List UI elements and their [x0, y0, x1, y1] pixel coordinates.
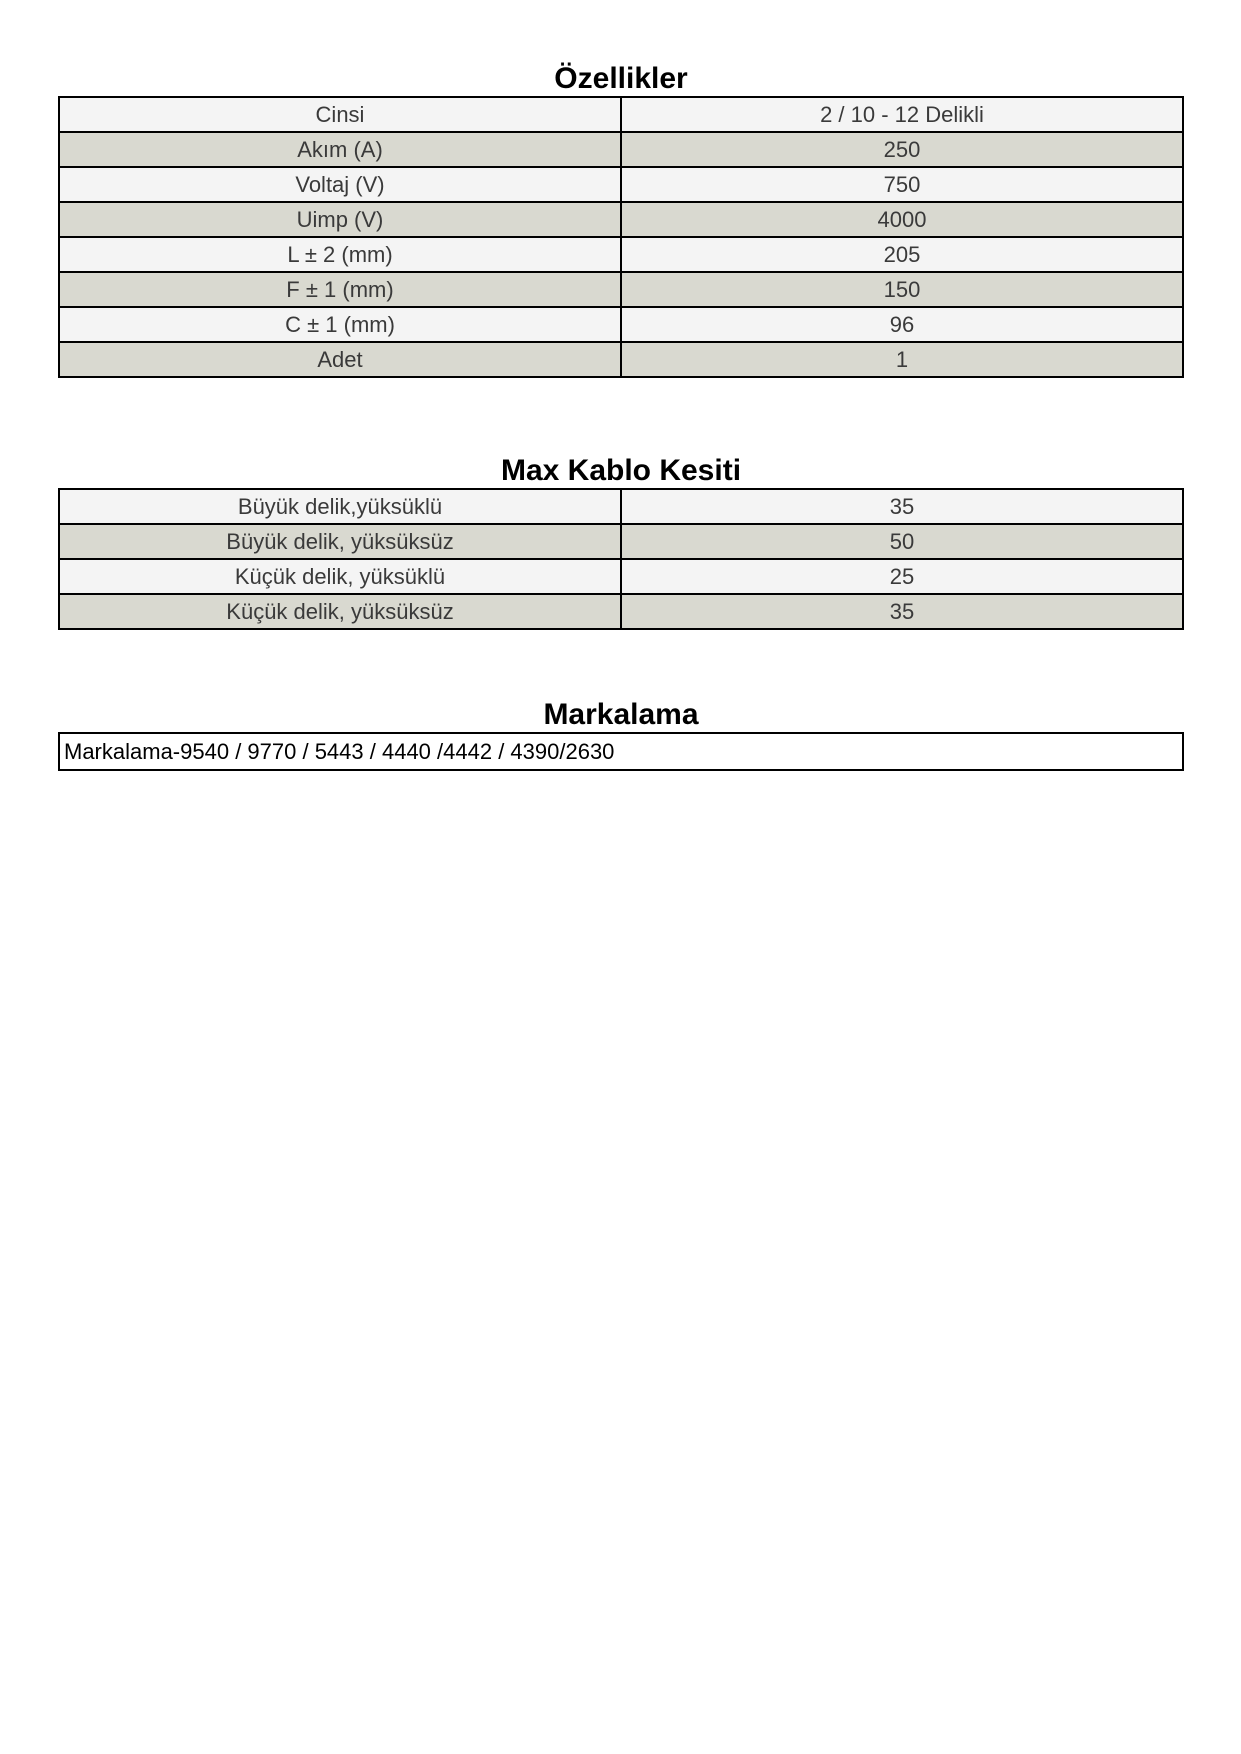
row-label: C ± 1 (mm): [59, 307, 621, 342]
row-value: 50: [621, 524, 1183, 559]
cable-table: [58, 488, 1184, 630]
table-row: [59, 202, 1183, 237]
row-label: Cinsi: [59, 97, 621, 132]
marking-text: Markalama-9540 / 9770 / 5443 / 4440 /4442 / 4390/2630: [58, 732, 1184, 771]
table-row: [59, 307, 1183, 342]
row-label: Büyük delik,yüksüklü: [59, 489, 621, 524]
row-label: Akım (A): [59, 132, 621, 167]
features-title: Özellikler: [554, 62, 688, 95]
table-row: [59, 237, 1183, 272]
table-row: [59, 132, 1183, 167]
table-row: [59, 594, 1183, 629]
row-label: Büyük delik, yüksüksüz: [59, 524, 621, 559]
row-value: 1: [621, 342, 1183, 377]
row-value: 35: [621, 594, 1183, 629]
marking-title: Markalama: [543, 698, 699, 731]
cable-section: [58, 454, 1184, 630]
row-value: 25: [621, 559, 1183, 594]
table-row: [59, 559, 1183, 594]
table-row: [59, 272, 1183, 307]
row-value: 4000: [621, 202, 1183, 237]
row-value: 150: [621, 272, 1183, 307]
row-label: L ± 2 (mm): [59, 237, 621, 272]
row-value: 2 / 10 - 12 Delikli: [621, 97, 1183, 132]
table-row: [59, 167, 1183, 202]
features-section: [58, 62, 1184, 378]
row-label: Küçük delik, yüksüklü: [59, 559, 621, 594]
row-value: 750: [621, 167, 1183, 202]
table-row: [59, 524, 1183, 559]
row-label: Adet: [59, 342, 621, 377]
cable-title: Max Kablo Kesiti: [500, 454, 742, 487]
table-row: [59, 489, 1183, 524]
table-row: [59, 97, 1183, 132]
row-value: 205: [621, 237, 1183, 272]
row-value: 35: [621, 489, 1183, 524]
row-label: Küçük delik, yüksüksüz: [59, 594, 621, 629]
row-label: Voltaj (V): [59, 167, 621, 202]
row-value: 96: [621, 307, 1183, 342]
row-value: 250: [621, 132, 1183, 167]
row-label: Uimp (V): [59, 202, 621, 237]
features-table: [58, 96, 1184, 378]
marking-section: [58, 698, 1184, 771]
table-row: [59, 342, 1183, 377]
row-label: F ± 1 (mm): [59, 272, 621, 307]
